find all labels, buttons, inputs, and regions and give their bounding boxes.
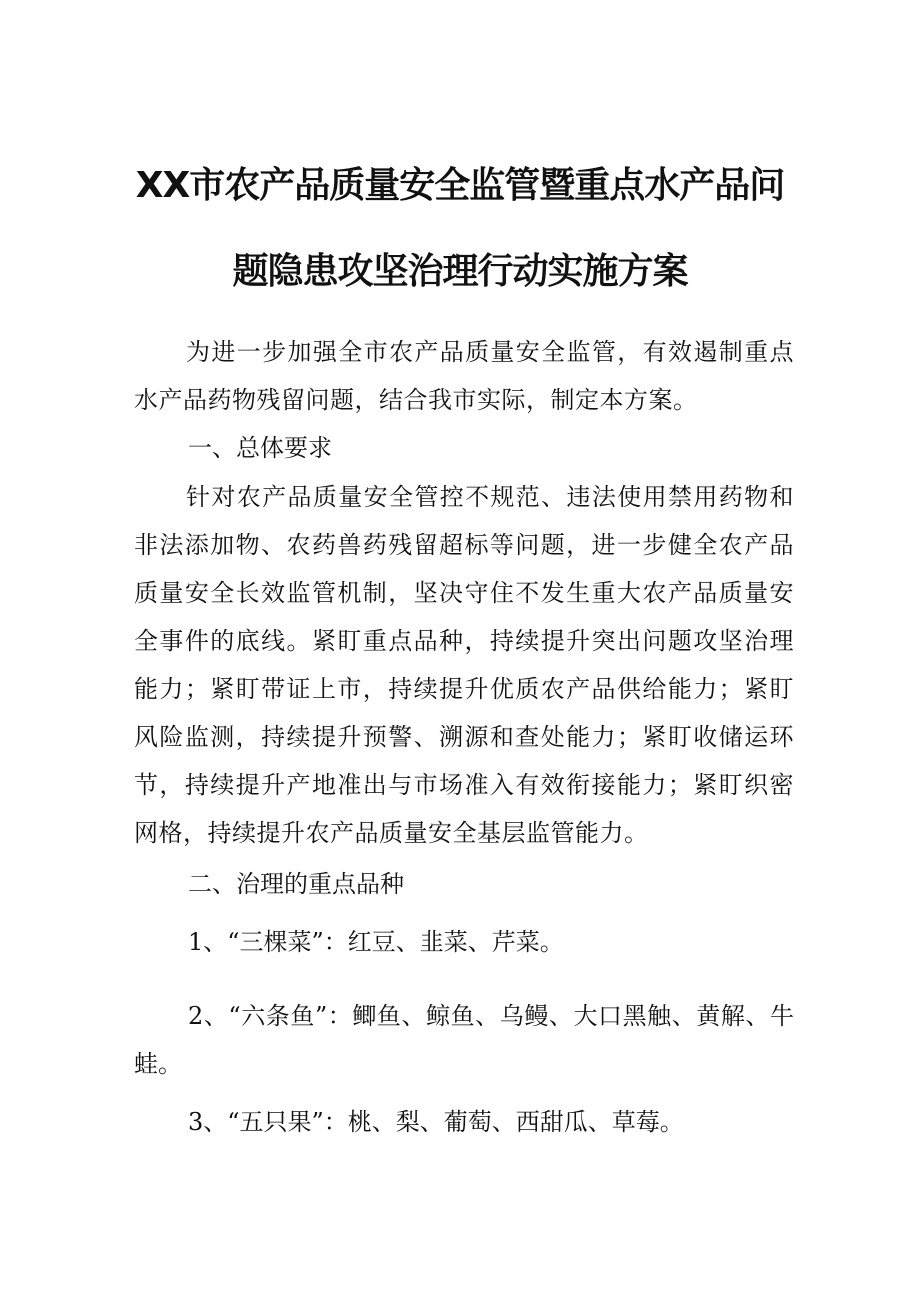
- section-2-heading: 二、治理的重点品种: [188, 870, 404, 898]
- document-title-line-1: XX市农产品质量安全监管暨重点水产品问: [135, 165, 785, 206]
- list-item: 2、“六条鱼”：鲫鱼、鲸鱼、乌鳗、大口黑触、黄解、牛蛙。: [134, 1002, 794, 1078]
- list-item: 3、“五只果”：桃、梨、葡萄、西甜瓜、草莓。: [188, 1108, 684, 1136]
- intro-paragraph: 为进一步加强全市农产品质量安全监管，有效遏制重点水产品药物残留问题，结合我市实际，制定本方案。: [134, 338, 794, 414]
- section-1-paragraph: 针对农产品质量安全管控不规范、违法使用禁用药物和非法添加物、农药兽药残留超标等问题，进一步健全农产品质量安全长效监管机制，坚决守住不发生重大农产品质量安全事件的底线。紧盯重点品种，持续提升突出问题攻坚治理能力；紧盯带证上市，持续提升优质农产品供给能力；紧盯风险监测，持续提升预警、溯源和查处能力；紧盯收储运环节，持续提升产地准出与市场准入有效衔接能力；紧盯织密网格，持续提升农产品质量安全基层监管能力。: [134, 483, 794, 847]
- section-1-heading: 一、总体要求: [188, 434, 332, 462]
- list-item: 1、“三棵菜”：红豆、韭菜、芹菜。: [188, 928, 564, 956]
- document-title-line-2: 题隐患攻坚治理行动实施方案: [232, 251, 688, 292]
